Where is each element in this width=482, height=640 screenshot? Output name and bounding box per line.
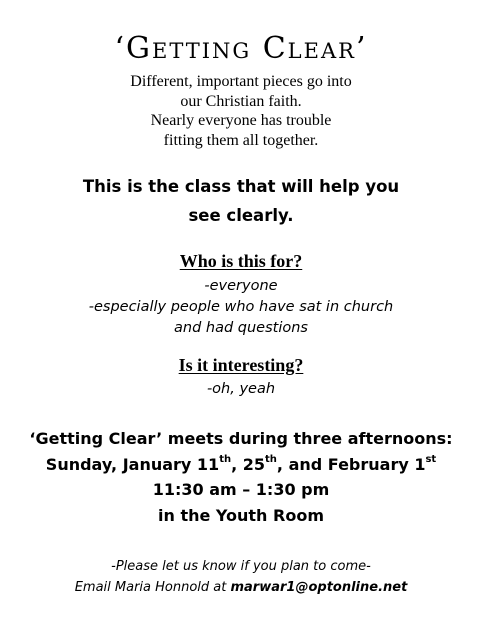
email-address: marwar1@optonline.net (230, 580, 408, 595)
headline-line: This is the class that will help you (82, 177, 400, 196)
headline-line: see clearly. (188, 206, 294, 225)
intro-line: our Christian faith. (180, 92, 302, 110)
footer-contact (0, 556, 482, 598)
interesting-answer (0, 379, 482, 400)
date-text: , and February 1 (276, 454, 426, 474)
email-prefix: Email Maria Honnold at (74, 580, 231, 595)
meeting-time: 11:30 am – 1:30 pm (152, 480, 330, 499)
who-answer (0, 276, 482, 339)
who-heading: Who is this for? (179, 251, 303, 271)
interesting-heading: Is it interesting? (178, 355, 304, 375)
intro-line: Different, important pieces go into (130, 73, 352, 90)
interesting-line: -oh, yeah (206, 381, 276, 397)
meeting-details (0, 426, 482, 528)
who-line: -everyone (204, 278, 278, 294)
date-suffix: th (265, 454, 277, 466)
date-text: , 25 (231, 454, 266, 474)
date-text: Sunday, January 11 (45, 454, 220, 474)
class-headline (0, 172, 482, 230)
date-suffix: th (219, 454, 232, 466)
meeting-location: in the Youth Room (158, 505, 324, 525)
who-line: -especially people who have sat in church (88, 299, 394, 315)
intro-line: fitting them all together. (163, 131, 319, 149)
flyer-title: ‘Getting Clear’ (114, 31, 368, 66)
intro-paragraph (0, 72, 482, 150)
intro-line: Nearly everyone has trouble (150, 112, 332, 129)
rsvp-line: -Please let us know if you plan to come- (111, 559, 371, 574)
meeting-dates (0, 452, 482, 478)
email-line (0, 577, 482, 598)
meeting-intro: ‘Getting Clear’ meets during three afternoons: (29, 429, 453, 448)
date-suffix: st (425, 454, 437, 466)
who-line: and had questions (174, 320, 308, 336)
